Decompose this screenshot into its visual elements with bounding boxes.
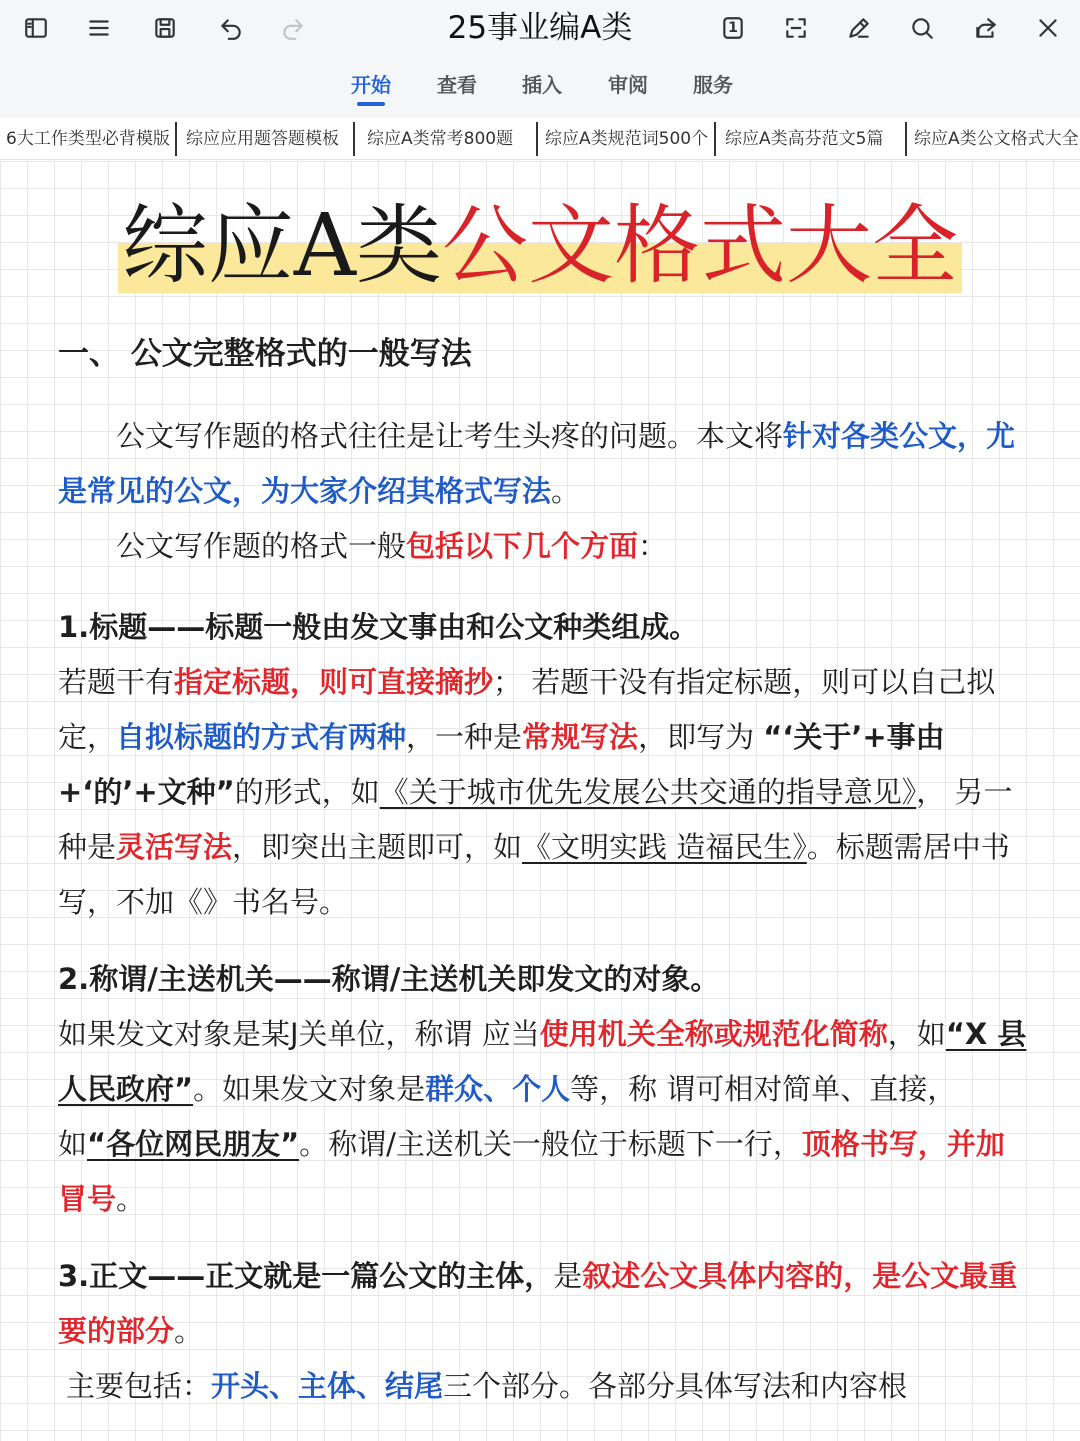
text-run-red: 叙述公文具体内容的，是公文最重要的部分 [58,1259,1018,1348]
tab-insert[interactable]: 插入 [522,73,562,97]
text-run-blue: 自拟标题的方式有两种 [116,720,407,754]
undo-icon[interactable] [211,10,251,46]
document-main-title [118,191,962,301]
title-text [118,191,962,301]
tab-start[interactable]: 开始 [348,70,394,106]
tab-review[interactable]: 审阅 [608,73,648,97]
text-run: ： [638,529,668,563]
doc-tab[interactable]: 综应应用题答题模板 [186,129,339,149]
text-run: ； 若题干没有指定标题，则可以自己拟定， [58,665,996,754]
doc-tab[interactable]: 综应A类高芬范文5篇 [725,129,884,149]
section-1-body [58,655,1028,930]
tab-divider [175,122,177,156]
tab-divider [905,122,907,156]
text-run-red: 常规写法 [522,720,639,754]
intro-paragraph-2 [58,519,1028,574]
tab-service[interactable]: 服务 [693,73,733,97]
text-run-red: 灵活写法 [116,830,233,864]
doc-tab[interactable]: 综应A类规范词500个 [545,129,709,149]
toolbar-row [0,0,1080,58]
text-run-red: 顶格书写，并加冒号 [58,1127,1005,1216]
text-run: ，即写为 [638,720,764,754]
text-run-underlined-bold: “各位网民朋友” [87,1127,300,1161]
intro-paragraph-1 [58,409,1028,519]
tab-divider [536,122,538,156]
section-2-body [58,1007,1028,1227]
document-body [58,331,1028,1414]
redo-icon[interactable] [273,10,313,46]
text-run: 。标题需居中书写，不加《》书名号。 [58,830,1010,919]
title-part-black: 综应A类 [121,196,443,296]
text-run: 等，称 谓可相对简单、直接，如 [58,1072,957,1161]
document-tab-strip [0,118,1080,160]
text-run-bold: “‘关于’+事由+‘的’+文种” [58,720,945,809]
save-icon[interactable] [145,10,185,46]
text-run-blue: 群众、个人 [425,1072,571,1106]
pen-icon[interactable] [839,10,879,46]
section-3-heading: 3.正文——正文就是一篇公文的主体， [58,1259,554,1293]
close-icon[interactable] [1028,10,1068,46]
tab-divider [714,122,716,156]
text-run: ，即突出主题即可，如 [232,830,523,864]
text-run: 。 [551,474,581,508]
text-run: 的形式，如 [234,775,380,809]
text-run: 是 [553,1259,583,1293]
text-run: ，一种是 [406,720,523,754]
top-toolbar [0,0,1080,118]
text-run: 若题干有 [58,665,175,699]
text-run-blue: 针对各类公文，尤是常见的公文，为大家介绍其格式写法 [58,419,1016,508]
text-run-red: 指定标题，则可直接摘抄 [174,665,494,699]
document-title: 25事业编A类 [447,10,633,46]
page-indicator: 1 [728,20,738,36]
share-icon[interactable] [966,10,1006,46]
doc-tab[interactable]: 综应A类常考800题 [367,129,514,149]
text-run-underlined: 《文明实践 造福民生》 [522,830,807,864]
section-1-heading: 1.标题——标题一般由发文事由和公文种类组成。 [58,610,699,644]
text-run: 。称谓/主送机关一般位于标题下一行， [299,1127,802,1161]
text-run: 。如果发文对象是 [193,1072,426,1106]
tab-view[interactable]: 查看 [437,73,477,97]
text-run-red: 使用机关全称或规范化简称 [539,1017,888,1051]
text-run-red: 包括以下几个方面 [406,529,639,563]
text-run: 。 [174,1314,204,1348]
text-run: 主要包括： [66,1369,212,1403]
text-run: 公文写作题的格式往往是让考生头疼的问题。本文将 [116,419,784,453]
section-3-paragraph [58,1249,1028,1359]
doc-tab-active[interactable]: 综应A类公文格式大全 [914,129,1079,149]
page-count-icon[interactable] [713,10,753,46]
text-run: ，如 [887,1017,946,1051]
search-icon[interactable] [902,10,942,46]
title-part-red: 公文格式大全 [442,196,959,296]
text-run: 公文写作题的格式一般 [116,529,407,563]
sidebar-icon[interactable] [16,10,56,46]
text-run: 三个部分。各部分具体写法和内容根 [443,1369,908,1403]
tab-divider [353,122,355,156]
document-page [0,161,1080,1441]
scan-icon[interactable] [776,10,816,46]
text-run-blue: 开头、主体、结尾 [211,1369,444,1403]
menu-icon[interactable] [79,10,119,46]
ribbon-menu [0,62,1080,112]
text-run-underlined-bold: “X 县人民政府” [58,1017,1027,1106]
text-run: ， 另一种是 [58,775,1013,864]
doc-tab[interactable]: 6大工作类型必背模版 [6,129,170,149]
section-3-body [58,1359,1028,1414]
text-run: 如果发文对象是某J关单位，称谓 应当 [58,1017,540,1051]
section-heading: 一、 公文完整格式的一般写法 [58,336,472,372]
section-2-heading: 2.称谓/主送机关——称谓/主送机关即发文的对象。 [58,962,720,996]
text-run-underlined: 《关于城市优先发展公共交通的指导意见》 [379,775,917,809]
text-run: 。 [116,1182,146,1216]
